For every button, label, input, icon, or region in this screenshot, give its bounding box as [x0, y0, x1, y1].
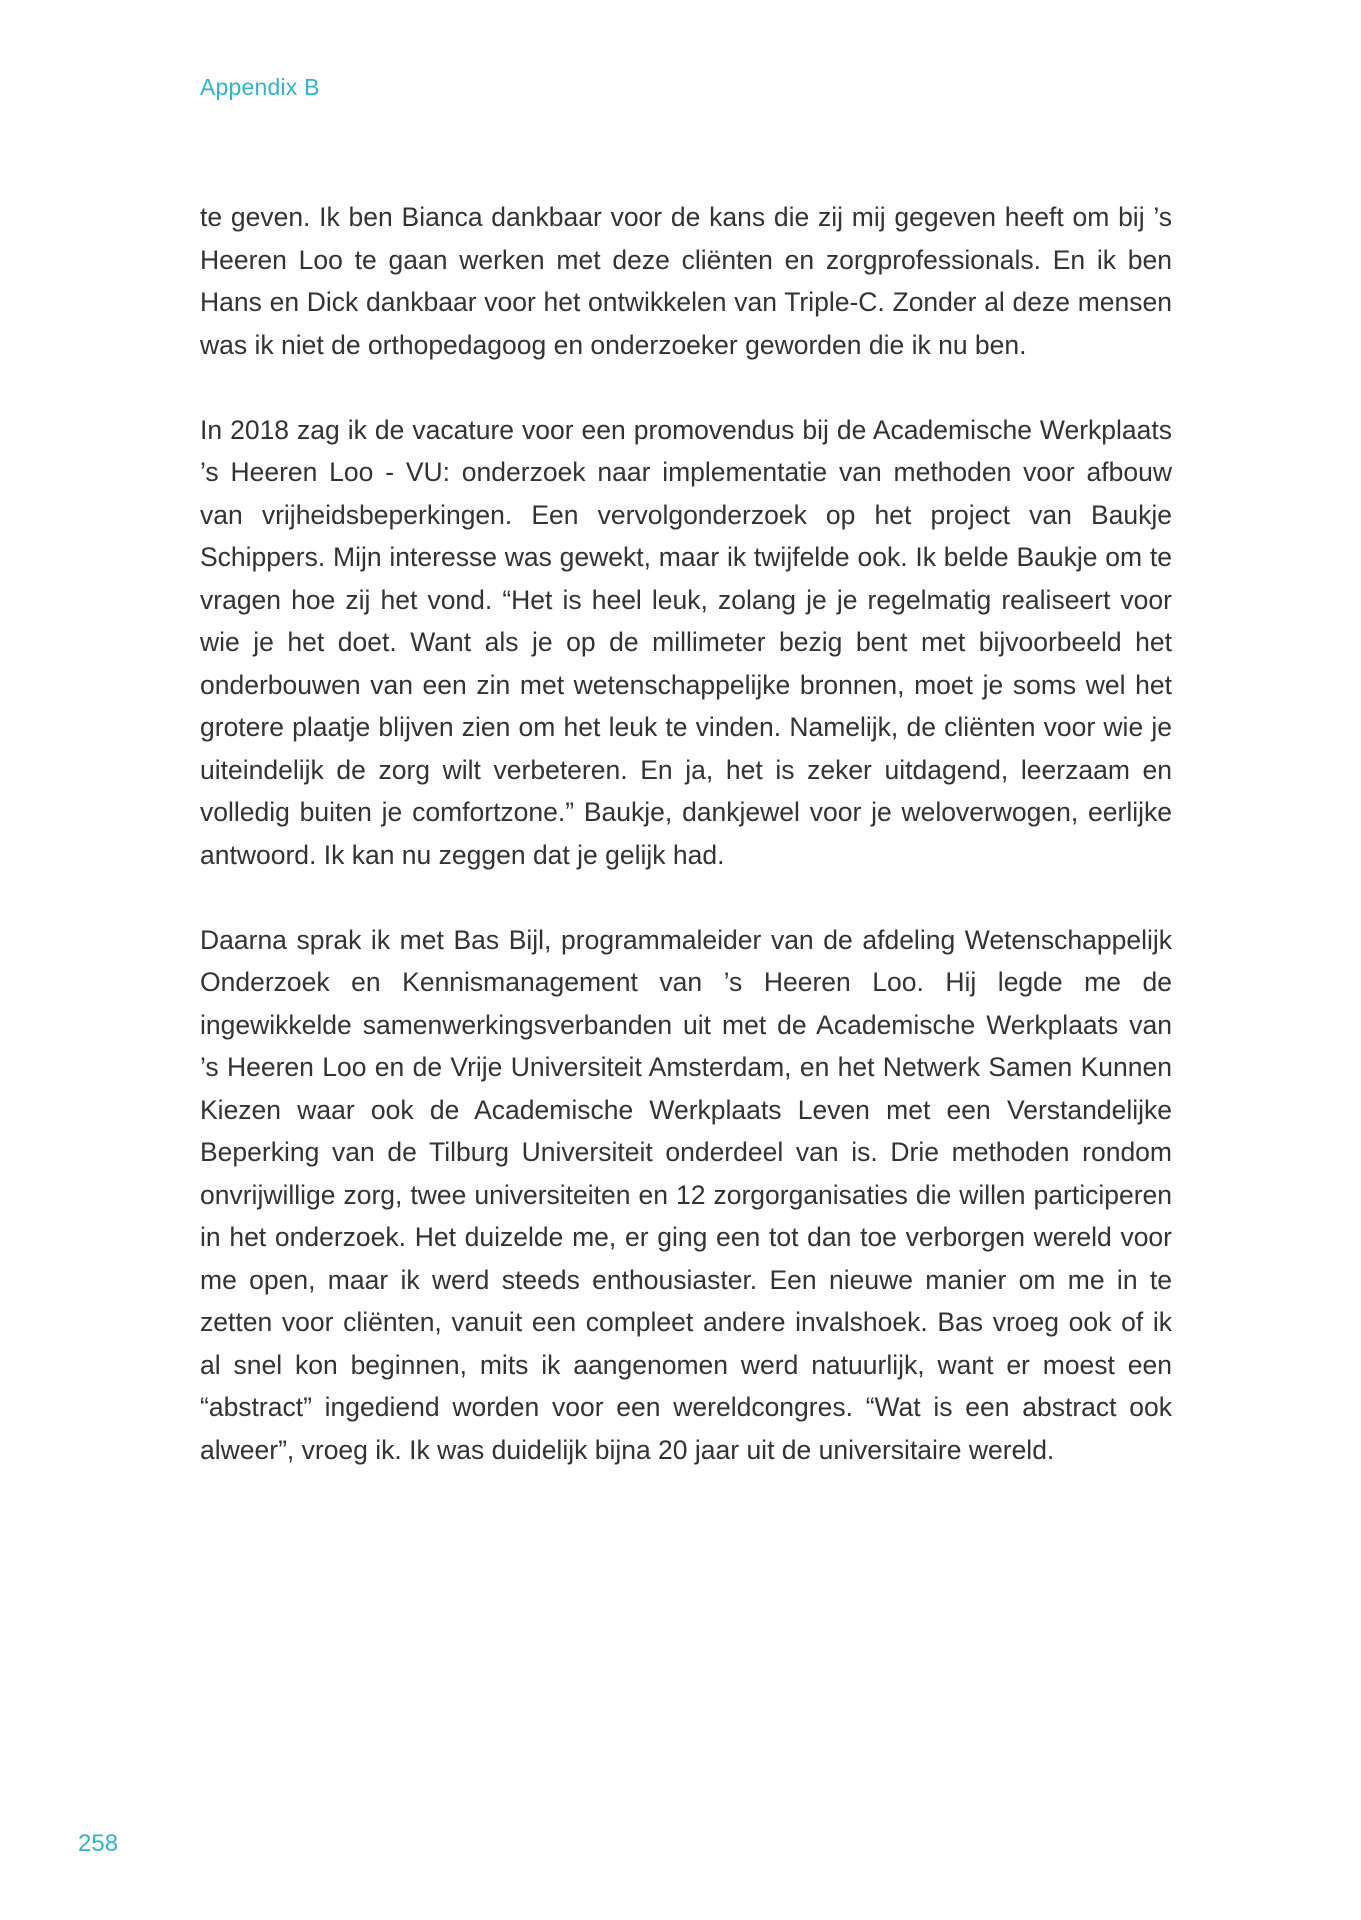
paragraph: In 2018 zag ik de vacature voor een promovendus bij de Academische Werkplaats ’s Heeren Loo - VU: onderzoek naar implementatie van methoden voor afbouw van vrijheidsbeperkingen. Een vervolgonderzoek op het project van Baukje Schippers. Mijn interesse was gewekt, maar ik twijfelde ook. Ik belde Baukje om te vragen hoe zij het vond. “Het is heel leuk, zolang je je regelmatig realiseert voor wie je het doet. Want als je op de millimeter bezig bent met bijvoorbeeld het onderbouwen van een zin met wetenschappelijke bronnen, moet je soms wel het grotere plaatje blijven zien om het leuk te vinden. Namelijk, de cliënten voor wie je uiteindelijk de zorg wilt verbeteren. En ja, het is zeker uitdagend, leerzaam en volledig buiten je comfortzone.” Baukje, dankjewel voor je weloverwogen, eerlijke antwoord. Ik kan nu zeggen dat je gelijk had. — [200, 414, 1172, 870]
body-text — [200, 196, 1172, 1514]
running-header: Appendix B — [200, 74, 320, 100]
paragraph: Daarna sprak ik met Bas Bijl, programmaleider van de afdeling Wetenschappelijk Onderzoek en Kennismanagement van ’s Heeren Loo. Hij legde me de ingewikkelde samenwerkingsverbanden uit met de Academische Werkplaats van ’s Heeren Loo en de Vrije Universiteit Amsterdam, en het Netwerk Samen Kunnen Kiezen waar ook de Academische Werkplaats Leven met een Verstandelijke Beperking van de Tilburg Universiteit onderdeel van is. Drie methoden rondom onvrijwillige zorg, twee universiteiten en 12 zorgorganisaties die willen participeren in het onderzoek. Het duizelde me, er ging een tot dan toe verborgen wereld voor me open, maar ik werd steeds enthousiaster. Een nieuwe manier om me in te zetten voor cliënten, vanuit een compleet andere invalshoek. Bas vroeg ook of ik al snel kon beginnen, mits ik aangenomen werd natuurlijk, want er moest een “abstract” ingediend worden voor een wereldcongres. “Wat is een abstract ook alweer”, vroeg ik. Ik was duidelijk bijna 20 jaar uit de universitaire wereld. — [200, 924, 1172, 1465]
page-number: 258 — [78, 1830, 119, 1857]
paragraph: te geven. Ik ben Bianca dankbaar voor de kans die zij mij gegeven heeft om bij ’s Heeren Loo te gaan werken met deze cliënten en zorgprofessionals. En ik ben Hans en Dick dankbaar voor het ontwikkelen van Triple-C. Zonder al deze mensen was ik niet de orthopedagoog en onderzoeker geworden die ik nu ben. — [200, 202, 1172, 360]
